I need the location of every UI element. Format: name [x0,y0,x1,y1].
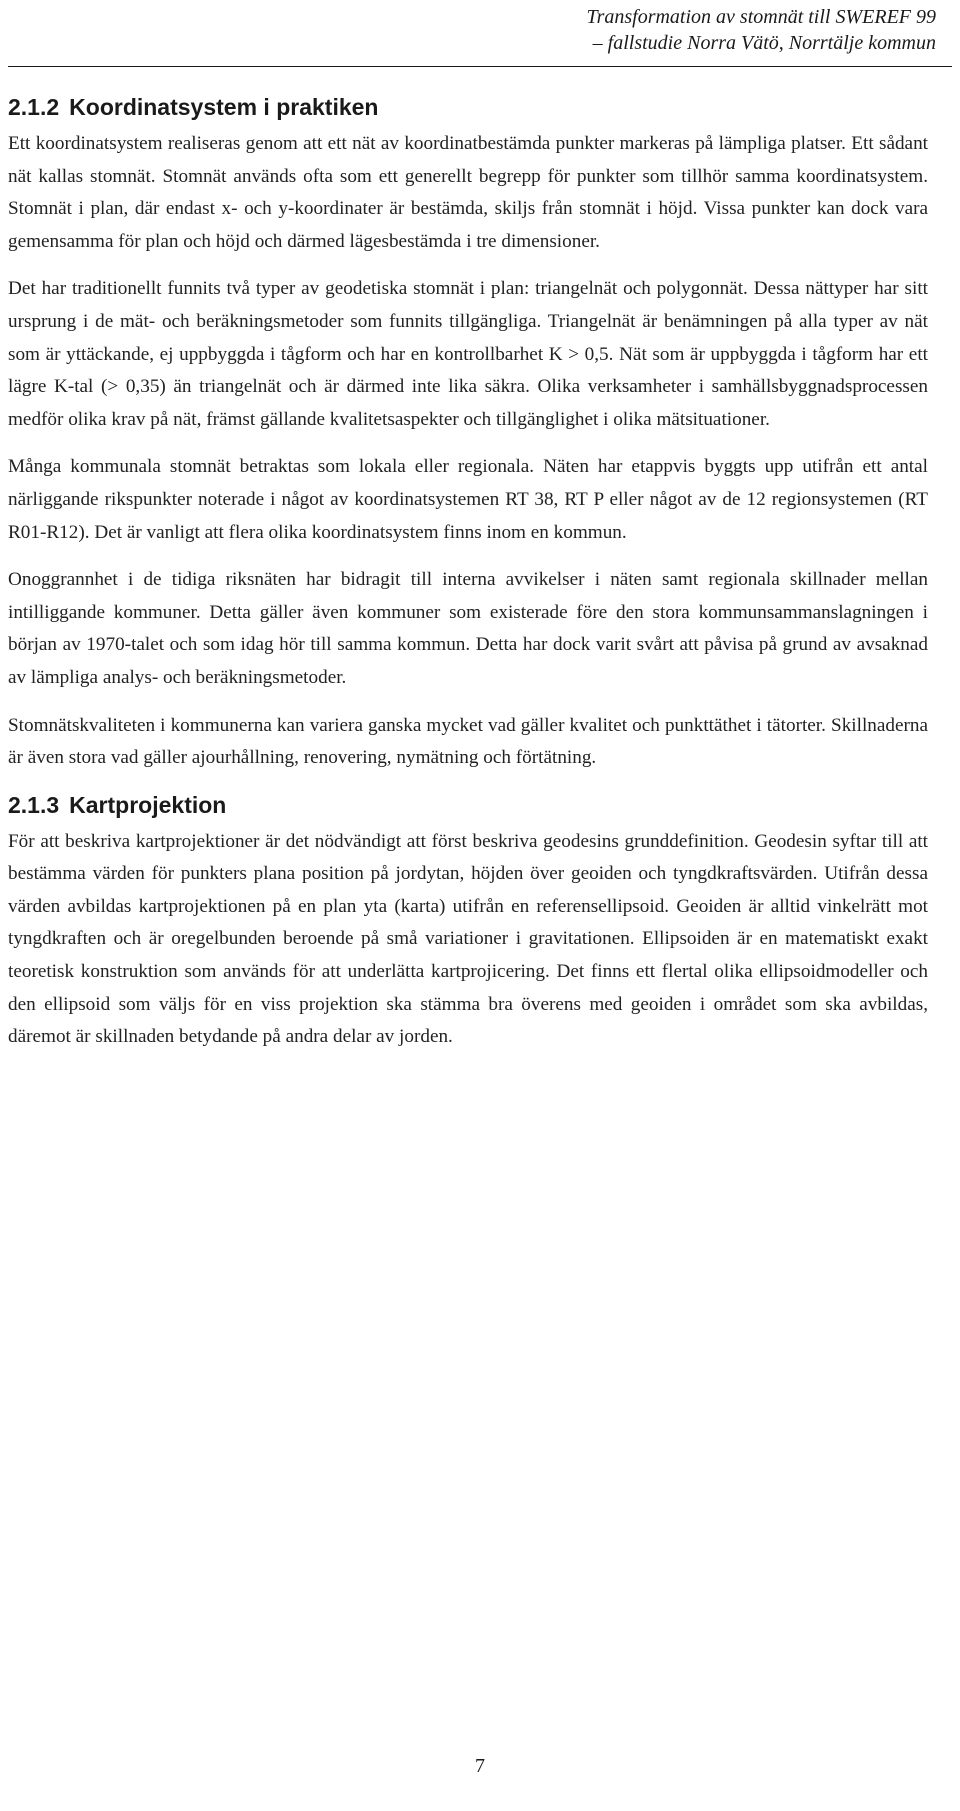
running-header-subtitle: – fallstudie Norra Vätö, Norrtälje kommun [592,32,936,54]
section-number: 2.1.2 [8,94,60,120]
paragraph: Ett koordinatsystem realiseras genom att ett nät av koordinatbestämda punkter markeras på lämpliga platser. Ett sådant nät kallas stomnät. Stomnät används ofta som ett generellt begrepp för punkter som tillhör samma koordinatsystem. Stomnät i plan, där endast x- och y-koordinater är bestämda, skiljs från stomnät i höjd. Vissa punkter kan dock vara gemensamma för plan och höjd och därmed lägesbestämda i tre dimensioner. [8,133,928,252]
paragraph: För att beskriva kartprojektioner är det nödvändigt att först beskriva geodesins grunddefinition. Geodesin syftar till att bestämma värden för punkters plana position på jordytan, höjden över geoiden och tyngdkraftsvärden. Utifrån dessa värden avbildas kartprojektionen på en plan yta (karta) utifrån en referensellipsoid. Geoiden är alltid vinkelrätt mot tyngdkraften och är oregelbunden beroende på små variationer i gravitationen. Ellipsoiden är en matematiskt exakt teoretisk konstruktion som används för att underlätta kartprojicering. Det finns ett flertal olika ellipsoidmodeller och den ellipsoid som väljs för en viss projektion ska stämma bra överens med geoiden i området som ska avbildas, däremot är skillnaden betydande på andra delar av jorden. [8,830,928,1048]
paragraph: Det har traditionellt funnits två typer av geodetiska stomnät i plan: triangelnät och polygonnät. Dessa nättyper har sitt ursprung i de mät- och beräkningsmetoder som funnits tillgängliga. Triangelnät är benämningen på alla typer av nät som är yttäckande, ej uppbyggda i tågform och har en kontrollbarhet K > 0,5. Nät som är uppbyggda i tågform har ett lägre K-tal (> 0,35) än triangelnät och är därmed inte lika säkra. Olika verksamheter i samhällsbyggnadsprocessen medför olika krav på nät, främst gällande kvalitetsaspekter och tillgänglighet i olika mätsituationer. [8,278,928,430]
running-header [587,4,936,56]
paragraph: Många kommunala stomnät betraktas som lokala eller regionala. Näten har etappvis byggts upp utifrån ett antal närliggande rikspunkter noterade i något av koordinatsystemen RT 38, RT P eller något av de 12 regionsystemen (RT R01-R12). Det är vanligt att flera olika koordinatsystem finns inom en kommun. [8,456,928,543]
section-number: 2.1.3 [8,791,60,818]
section-title: Kartprojektion [69,791,227,818]
section-title: Koordinatsystem i praktiken [69,94,379,120]
page-number: 7 [475,1755,485,1777]
section-heading-kartprojektion [8,790,928,820]
running-header-title: Transformation av stomnät till SWEREF 99 [586,6,936,28]
header-divider [8,66,952,67]
section-heading-koordinatsystem [8,92,928,122]
paragraph: Onoggrannhet i de tidiga riksnäten har bidragit till interna avvikelser i näten samt regionala skillnader mellan intilliggande kommuner. Detta gäller även kommuner som existerade före den stora kommunsammanslagningen i början av 1970-talet och som idag hör till samma kommun. Detta har dock varit svårt att påvisa på grund av avsaknad av lämpliga analys- och beräkningsmetoder. [8,569,928,688]
paragraph: Stomnätskvaliteten i kommunerna kan variera ganska mycket vad gäller kvalitet och punkttäthet i tätorter. Skillnaderna är även stora vad gäller ajourhållning, renovering, nymätning och förtätning. [8,714,928,769]
document-body [8,92,928,1069]
